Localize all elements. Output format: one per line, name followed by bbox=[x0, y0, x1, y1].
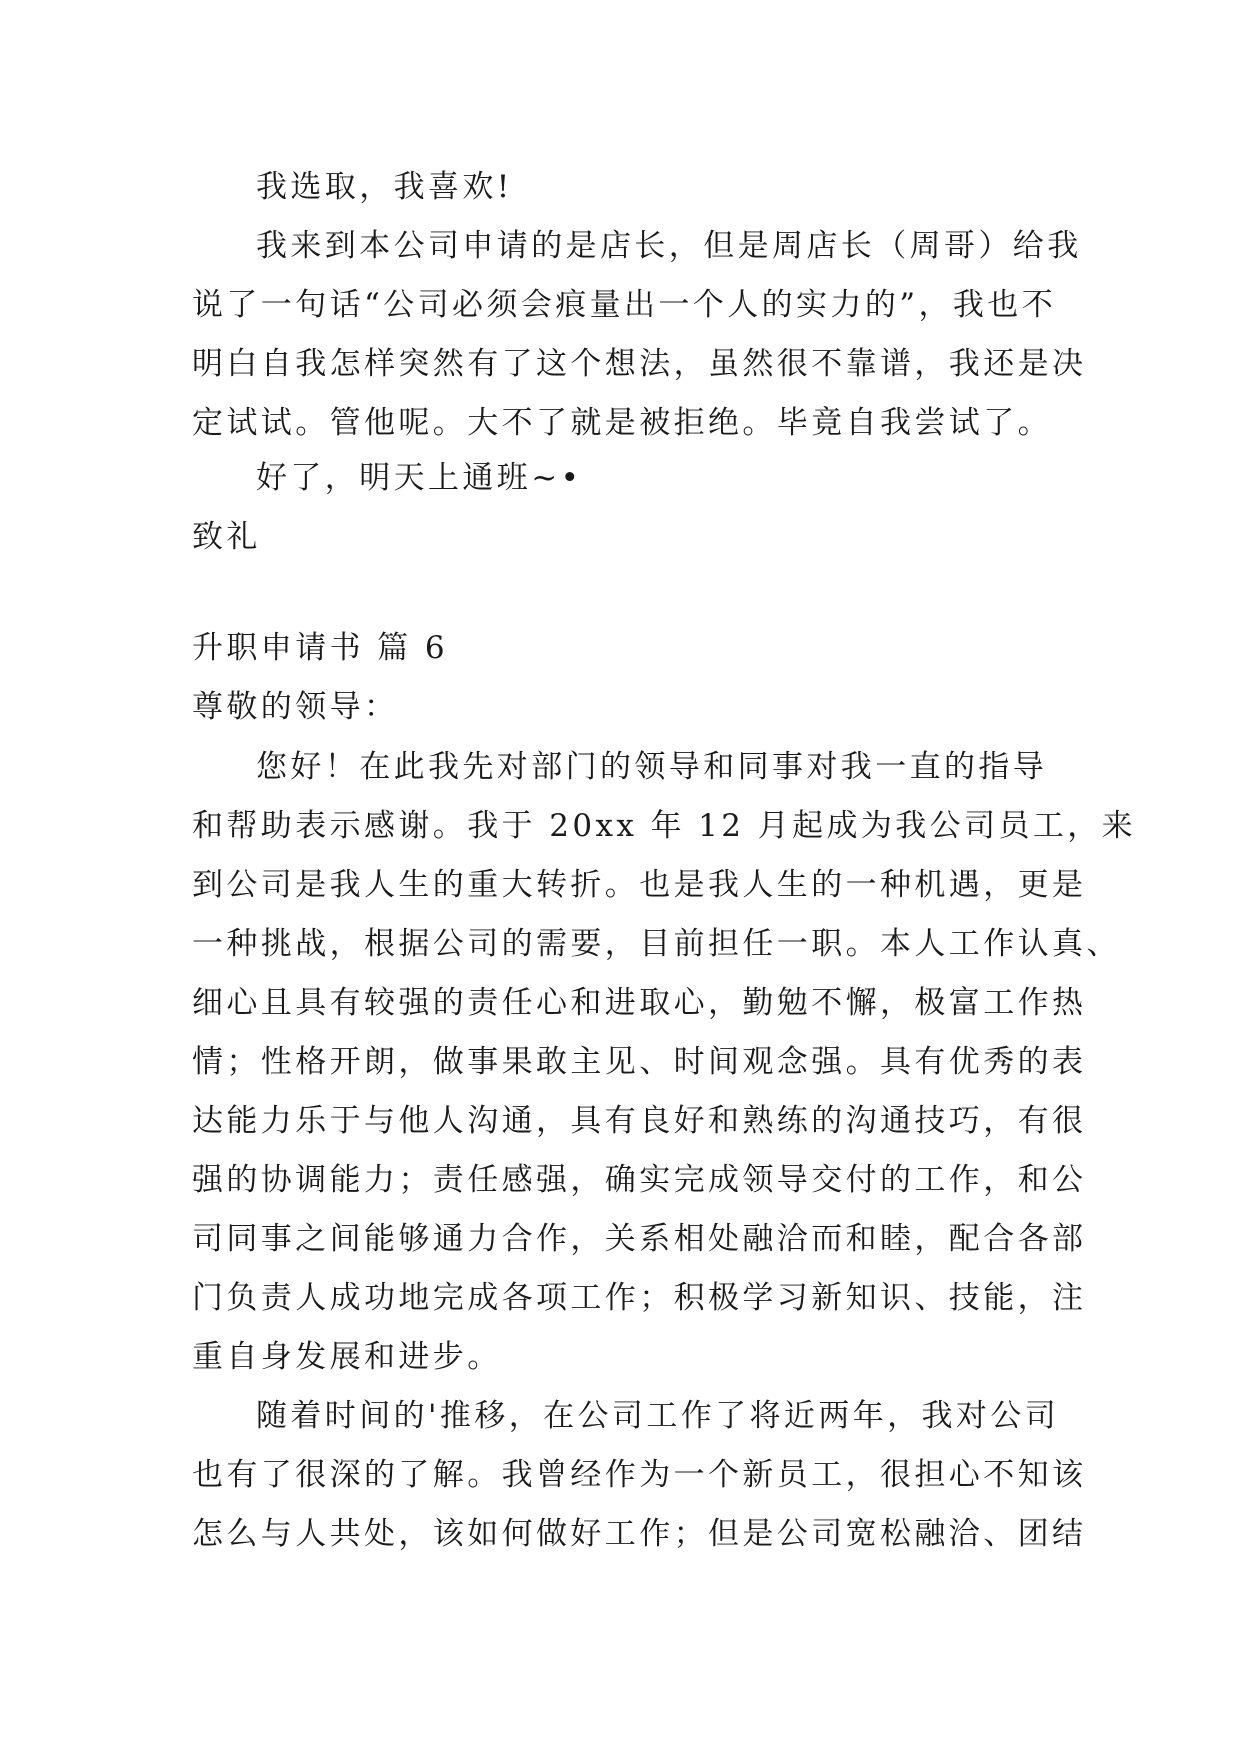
closing-salutation: 致礼 bbox=[192, 519, 261, 555]
section-title: 升职申请书 篇 6 bbox=[192, 630, 449, 666]
paragraph-line: 门负责人成功地完成各项工作；积极学习新知识、技能，注 bbox=[192, 1280, 1087, 1316]
paragraph-line: 也有了很深的了解。我曾经作为一个新员工，很担心不知该 bbox=[192, 1457, 1087, 1493]
paragraph-line: 说了一句话“公司必须会痕量出一个人的实力的”，我也不 bbox=[192, 287, 1057, 323]
paragraph-line: 司同事之间能够通力合作，关系相处融洽而和睦，配合各部 bbox=[192, 1221, 1087, 1257]
paragraph-line: 到公司是我人生的重大转折。也是我人生的一种机遇，更是 bbox=[192, 867, 1087, 903]
paragraph-line: 一种挑战，根据公司的需要，目前担任一职。本人工作认真、 bbox=[192, 926, 1121, 962]
letter-salutation: 尊敬的领导： bbox=[192, 689, 399, 725]
paragraph-line: 和帮助表示感谢。我于 20xx 年 12 月起成为我公司员工，来 bbox=[192, 808, 1137, 844]
paragraph-line: 您好！在此我先对部门的领导和同事对我一直的指导 bbox=[256, 749, 1048, 785]
paragraph-line: 好了，明天上通班~• bbox=[256, 460, 583, 496]
paragraph-line: 怎么与人共处，该如何做好工作；但是公司宽松融洽、团结 bbox=[192, 1516, 1087, 1552]
paragraph-line: 明白自我怎样突然有了这个想法，虽然很不靠谱，我还是决 bbox=[192, 346, 1087, 382]
paragraph-line: 我选取，我喜欢! bbox=[256, 169, 513, 205]
paragraph-line: 随着时间的'推移，在公司工作了将近两年，我对公司 bbox=[256, 1398, 1060, 1434]
paragraph-line: 强的协调能力；责任感强，确实完成领导交付的工作，和公 bbox=[192, 1162, 1087, 1198]
paragraph-line: 重自身发展和进步。 bbox=[192, 1339, 502, 1375]
paragraph-line: 达能力乐于与他人沟通，具有良好和熟练的沟通技巧，有很 bbox=[192, 1103, 1087, 1139]
paragraph-line: 细心且具有较强的责任心和进取心，勤勉不懈，极富工作热 bbox=[192, 985, 1087, 1021]
paragraph-line: 我来到本公司申请的是店长，但是周店长（周哥）给我 bbox=[256, 228, 1082, 264]
paragraph-line: 定试试。管他呢。大不了就是被拒绝。毕竟自我尝试了。 bbox=[192, 405, 1052, 441]
paragraph-line: 情；性格开朗，做事果敢主见、时间观念强。具有优秀的表 bbox=[192, 1044, 1087, 1080]
